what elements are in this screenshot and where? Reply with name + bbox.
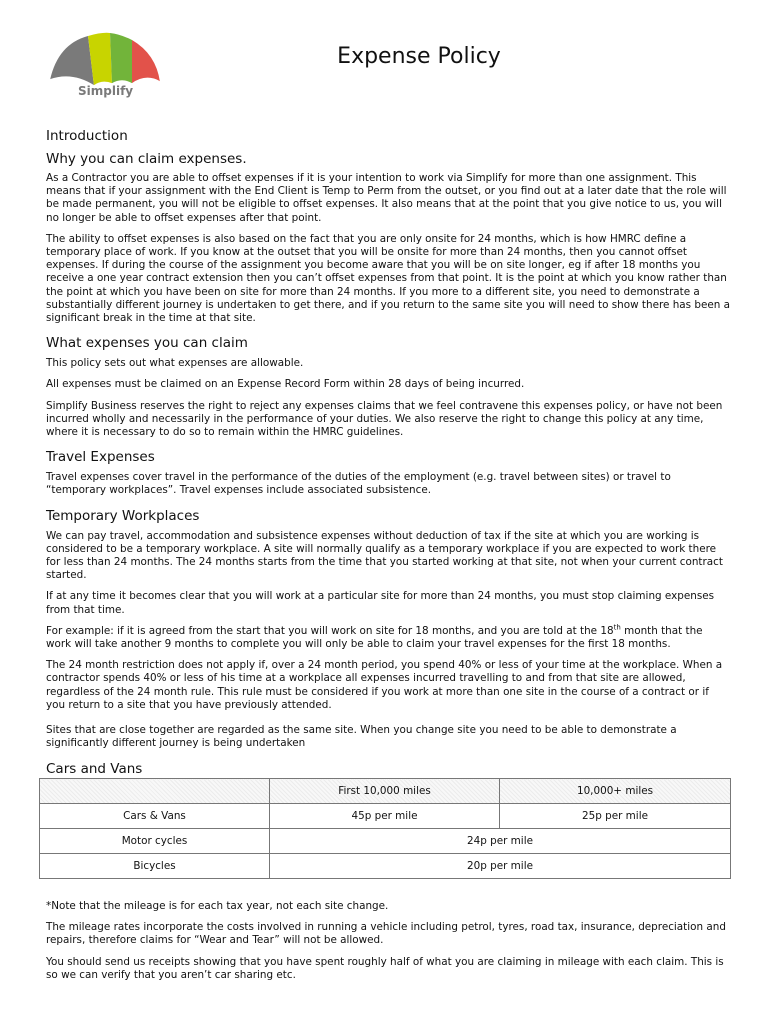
what-paragraph-2: All expenses must be claimed on an Expense Record Form within 28 days of being incurred. xyxy=(46,378,525,391)
what-paragraph-1: This policy sets out what expenses are allowable. xyxy=(46,357,304,370)
table-cell-label: Motor cycles xyxy=(40,829,270,854)
table-header-cell: 10,000+ miles xyxy=(500,779,731,804)
temporary-workplaces-heading: Temporary Workplaces xyxy=(46,507,200,524)
mileage-paragraph-2: You should send us receipts showing that you have spent roughly half of what you are claiming in mileage with each claim. This is so we can verify that you aren’t car sharing etc. xyxy=(46,955,724,981)
page-title: Expense Policy xyxy=(337,44,501,69)
intro-paragraph-2: The ability to offset expenses is also based on the fact that you are only onsite for 24 months, which is how HMRC define a temporary place of work. If you know at the outset that you will be onsite for more than 24 months, then you cannot offset expenses. If during the course of the assignment you become aware that you will be on site longer, eg if after 18 months you receive a one year contract extension then you can’t offset expenses from that point. It is the point at which you know rather than the point at which you have been on site for more than 24 months. If you more to a different site, you need to demonstrate a substantially different journey is undertaken to get there, and if you return to the same site you will need to show there has been a significant break in the time at that site. xyxy=(46,232,731,325)
why-claim-heading: Why you can claim expenses. xyxy=(46,151,247,167)
temporary-paragraph-4: The 24 month restriction does not apply if, over a 24 month period, you spend 40% or less of your time at the workplace. When a contractor spends 40% or less of his time at a workplace all expenses incurred travelling to and from that site are allowed, regardless of the 24 month rule. This rule must be considered if you work at more than one site in the course of a contract or if you return to a site that you have previously attended. xyxy=(46,659,723,711)
temporary-paragraph-5: Sites that are close together are regarded as the same site. When you change site you need to be able to demonstrate a significantly different journey is being undertaken xyxy=(46,724,677,750)
what-expenses-heading: What expenses you can claim xyxy=(46,335,248,352)
mileage-paragraph-1: The mileage rates incorporate the costs involved in running a vehicle including petrol, tyres, road tax, insurance, depreciation and repairs, therefore claims for “Wear and Tear” will not be allowed. xyxy=(46,921,726,947)
table-header-cell: First 10,000 miles xyxy=(270,779,500,804)
introduction-heading: Introduction xyxy=(46,128,128,144)
policy-content xyxy=(46,128,730,778)
mileage-notes xyxy=(46,900,730,982)
table-cell: 25p per mile xyxy=(500,804,731,829)
intro-paragraph-1: As a Contractor you are able to offset expenses if it is your intention to work via Simplify for more than one assignment. This means that if your assignment with the End Client is Temp to Perm from the outset, or you find out at a later date that the role will be made permanent, you will not be eligible to offset expenses. It also means that at the point that you give notice to us, you will no longer be able to offset expenses after that point. xyxy=(46,172,727,224)
travel-expenses-heading: Travel Expenses xyxy=(46,449,155,466)
temporary-paragraph-2: If at any time it becomes clear that you will work at a particular site for more than 24 months, you must stop claiming expenses from that time. xyxy=(46,590,715,616)
mileage-note: *Note that the mileage is for each tax year, not each site change. xyxy=(46,900,389,912)
what-paragraph-3: Simplify Business reserves the right to reject any expenses claims that we feel contravene this expenses policy, or have not been incurred wholly and necessarily in the performance of your duties. We also reserve the right to change this policy at any time, where it is necessary to do so to remain within the HMRC guidelines. xyxy=(46,399,723,439)
cars-and-vans-heading: Cars and Vans xyxy=(46,760,143,777)
table-row xyxy=(40,854,731,879)
table-row xyxy=(40,804,731,829)
table-cell: 45p per mile xyxy=(270,804,500,829)
temporary-paragraph-1: We can pay travel, accommodation and subsistence expenses without deduction of tax if the site at which you are working is considered to be a temporary workplace. A site will normally qualify as a temporary workplace if you are expected to work there for less than 24 months. The 24 months starts from the time that you started working at that site, not when your current contract started. xyxy=(46,529,723,582)
temporary-paragraph-3: For example: if it is agreed from the start that you will work on site for 18 months, and you are told at the 18th month that the work will take another 9 months to complete you will only be able to claim your travel expenses for the first 18 months. xyxy=(46,623,703,651)
mileage-rates-table xyxy=(39,778,731,879)
table-header-row xyxy=(40,779,731,804)
table-cell-label: Cars & Vans xyxy=(40,804,270,829)
logo-text: Simplify xyxy=(78,84,134,98)
table-cell: 24p per mile xyxy=(270,829,731,854)
travel-paragraph-1: Travel expenses cover travel in the performance of the duties of the employment (e.g. travel between sites) or travel to “temporary workplaces”. Travel expenses include associated subsistence. xyxy=(46,471,671,497)
table-header-cell xyxy=(40,779,270,804)
table-cell: 20p per mile xyxy=(270,854,731,879)
table-row xyxy=(40,829,731,854)
table-cell-label: Bicycles xyxy=(40,854,270,879)
